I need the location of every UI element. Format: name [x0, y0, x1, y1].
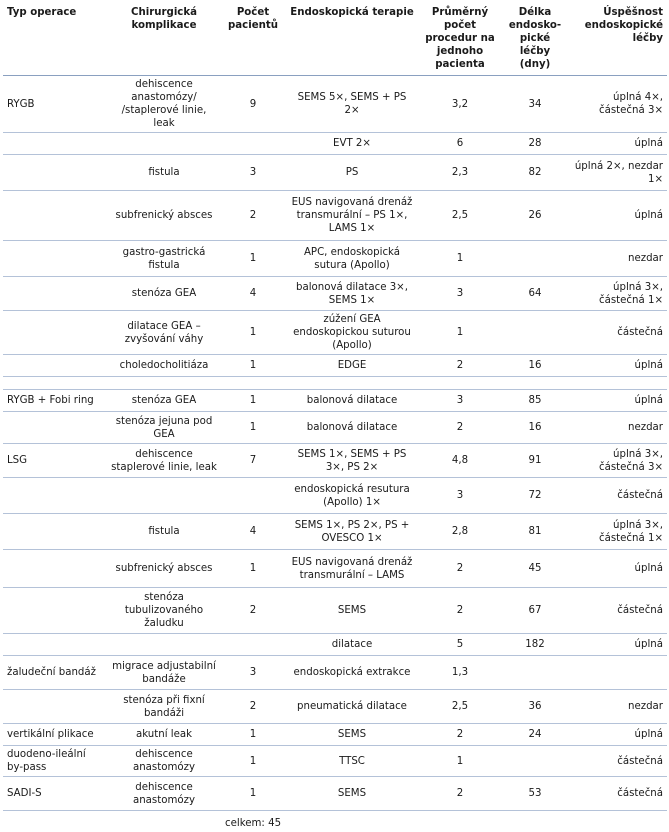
cell-success: úplná — [569, 355, 667, 377]
cell-success: úplná — [569, 634, 667, 656]
cell-therapy: EDGE — [285, 355, 419, 377]
cell-type — [3, 690, 107, 724]
cell-therapy: EUS navigovaná drenáž transmurální – LAMS — [285, 550, 419, 588]
cell-therapy: dilatace — [285, 634, 419, 656]
cell-avg: 1 — [419, 311, 501, 355]
header-row — [3, 0, 667, 76]
cell-therapy: SEMS — [285, 777, 419, 811]
cell-days: 34 — [501, 76, 569, 133]
total-spacer — [3, 811, 221, 832]
cell-therapy: APC, endoskopická sutura (Apollo) — [285, 241, 419, 277]
cell-days: 91 — [501, 444, 569, 478]
cell-days: 24 — [501, 724, 569, 746]
cell-comp — [107, 478, 221, 514]
cell-therapy: endoskopická extrakce — [285, 656, 419, 690]
cell-success: nezdar — [569, 241, 667, 277]
cell-n: 1 — [221, 777, 285, 811]
cell-type: duodeno-ileální by-pass — [3, 746, 107, 777]
cell-comp: choledocholitiáza — [107, 355, 221, 377]
cell-n: 2 — [221, 588, 285, 634]
cell-comp: fistula — [107, 155, 221, 191]
cell-avg: 3 — [419, 277, 501, 311]
cell-success: úplná — [569, 550, 667, 588]
header-cell: Délka endosko-pické léčby (dny) — [501, 0, 569, 76]
cell-days: 67 — [501, 588, 569, 634]
cell-type — [3, 550, 107, 588]
cell-therapy: SEMS 5×, SEMS + PS 2× — [285, 76, 419, 133]
cell-type: vertikální plikace — [3, 724, 107, 746]
cell-days: 26 — [501, 191, 569, 241]
cell-n: 3 — [221, 155, 285, 191]
cell-days: 72 — [501, 478, 569, 514]
cell-avg: 1 — [419, 241, 501, 277]
cell-days: 64 — [501, 277, 569, 311]
spacer-cell — [3, 377, 667, 390]
cell-n — [221, 634, 285, 656]
cell-days: 53 — [501, 777, 569, 811]
cell-days: 16 — [501, 412, 569, 444]
table-row — [3, 277, 667, 311]
cell-n: 4 — [221, 277, 285, 311]
cell-success: úplná 3×, částečná 1× — [569, 277, 667, 311]
cell-comp: dilatace GEA – zvyšování váhy — [107, 311, 221, 355]
table-row — [3, 634, 667, 656]
cell-avg: 2,3 — [419, 155, 501, 191]
table-row — [3, 588, 667, 634]
cell-days: 28 — [501, 133, 569, 155]
cell-avg: 3,2 — [419, 76, 501, 133]
cell-comp: fistula — [107, 514, 221, 550]
cell-therapy: zúžení GEA endoskopickou suturou (Apollo) — [285, 311, 419, 355]
cell-therapy: SEMS — [285, 724, 419, 746]
cell-days: 182 — [501, 634, 569, 656]
table-row — [3, 76, 667, 133]
cell-avg: 2,5 — [419, 191, 501, 241]
cell-comp — [107, 133, 221, 155]
cell-comp: akutní leak — [107, 724, 221, 746]
table-row — [3, 550, 667, 588]
cell-avg: 2 — [419, 412, 501, 444]
cell-n: 1 — [221, 311, 285, 355]
cell-avg: 4,8 — [419, 444, 501, 478]
cell-n: 3 — [221, 656, 285, 690]
cell-success: úplná 3×, částečná 3× — [569, 444, 667, 478]
cell-therapy: EUS navigovaná drenáž transmurální – PS 1×, LAMS 1× — [285, 191, 419, 241]
cell-days: 16 — [501, 355, 569, 377]
total-row — [3, 811, 667, 832]
cell-days: 36 — [501, 690, 569, 724]
cell-avg: 5 — [419, 634, 501, 656]
cell-avg: 1 — [419, 746, 501, 777]
cell-success: úplná 2×, nezdar 1× — [569, 155, 667, 191]
table-row — [3, 690, 667, 724]
table-row — [3, 656, 667, 690]
cell-success: úplná — [569, 724, 667, 746]
cell-success: částečná — [569, 311, 667, 355]
cell-n: 1 — [221, 355, 285, 377]
table-row — [3, 514, 667, 550]
table-row — [3, 133, 667, 155]
cell-type — [3, 311, 107, 355]
cell-type: RYGB + Fobi ring — [3, 390, 107, 412]
cell-type — [3, 133, 107, 155]
cell-therapy: SEMS 1×, PS 2×, PS + OVESCO 1× — [285, 514, 419, 550]
cell-therapy: TTSC — [285, 746, 419, 777]
header-cell: Chirurgická komplikace — [107, 0, 221, 76]
cell-n: 1 — [221, 746, 285, 777]
cell-avg: 2 — [419, 724, 501, 746]
cell-comp — [107, 634, 221, 656]
cell-days — [501, 311, 569, 355]
cell-type — [3, 514, 107, 550]
cell-success: úplná 3×, částečná 1× — [569, 514, 667, 550]
cell-comp: dehiscence anastomózy — [107, 746, 221, 777]
cell-days — [501, 656, 569, 690]
cell-comp: dehiscence anastomózy — [107, 777, 221, 811]
cell-comp: stenóza jejuna pod GEA — [107, 412, 221, 444]
cell-type — [3, 155, 107, 191]
cell-avg: 2 — [419, 777, 501, 811]
cell-avg: 2,8 — [419, 514, 501, 550]
cell-type — [3, 191, 107, 241]
cell-avg: 2,5 — [419, 690, 501, 724]
cell-success: částečná — [569, 588, 667, 634]
complications-table — [3, 0, 667, 832]
cell-comp: subfrenický absces — [107, 550, 221, 588]
cell-success — [569, 656, 667, 690]
cell-n: 2 — [221, 191, 285, 241]
cell-n — [221, 133, 285, 155]
cell-therapy: EVT 2× — [285, 133, 419, 155]
cell-type: RYGB — [3, 76, 107, 133]
cell-therapy: pneumatická dilatace — [285, 690, 419, 724]
header-cell: Úspěšnost endoskopické léčby — [569, 0, 667, 76]
cell-type — [3, 588, 107, 634]
cell-days — [501, 746, 569, 777]
cell-days: 82 — [501, 155, 569, 191]
spacer-row — [3, 377, 667, 390]
cell-n: 1 — [221, 724, 285, 746]
cell-avg: 3 — [419, 478, 501, 514]
header-cell: Průměrný počet procedur na jednoho pacienta — [419, 0, 501, 76]
cell-success: úplná — [569, 133, 667, 155]
cell-n — [221, 478, 285, 514]
table-row — [3, 746, 667, 777]
cell-success: částečná — [569, 746, 667, 777]
cell-comp: stenóza při fixní bandáži — [107, 690, 221, 724]
cell-success: částečná — [569, 478, 667, 514]
table-row — [3, 412, 667, 444]
total-count: celkem: 45 — [221, 811, 419, 832]
cell-n: 1 — [221, 550, 285, 588]
cell-avg: 2 — [419, 355, 501, 377]
table-row — [3, 724, 667, 746]
cell-type — [3, 478, 107, 514]
cell-n: 2 — [221, 690, 285, 724]
cell-n: 4 — [221, 514, 285, 550]
cell-avg: 6 — [419, 133, 501, 155]
cell-days: 81 — [501, 514, 569, 550]
cell-success: částečná — [569, 777, 667, 811]
cell-therapy: SEMS 1×, SEMS + PS 3×, PS 2× — [285, 444, 419, 478]
header-cell: Počet pacientů — [221, 0, 285, 76]
cell-comp: gastro-gastrická fistula — [107, 241, 221, 277]
cell-type — [3, 277, 107, 311]
table-row — [3, 390, 667, 412]
cell-n: 1 — [221, 241, 285, 277]
table-row — [3, 478, 667, 514]
cell-success: úplná 4×, částečná 3× — [569, 76, 667, 133]
cell-type — [3, 241, 107, 277]
header-cell: Typ operace — [3, 0, 107, 76]
cell-type: LSG — [3, 444, 107, 478]
cell-comp: stenóza GEA — [107, 390, 221, 412]
cell-therapy: SEMS — [285, 588, 419, 634]
cell-therapy: balonová dilatace 3×, SEMS 1× — [285, 277, 419, 311]
cell-success: úplná — [569, 390, 667, 412]
cell-avg: 2 — [419, 588, 501, 634]
table-row — [3, 155, 667, 191]
cell-therapy: balonová dilatace — [285, 412, 419, 444]
cell-n: 1 — [221, 412, 285, 444]
cell-comp: stenóza tubulizovaného žaludku — [107, 588, 221, 634]
table-row — [3, 241, 667, 277]
cell-comp: subfrenický absces — [107, 191, 221, 241]
cell-avg: 2 — [419, 550, 501, 588]
cell-success: nezdar — [569, 412, 667, 444]
cell-success: úplná — [569, 191, 667, 241]
cell-type: SADI-S — [3, 777, 107, 811]
cell-avg: 1,3 — [419, 656, 501, 690]
cell-type — [3, 355, 107, 377]
cell-days: 85 — [501, 390, 569, 412]
cell-therapy: endoskopická resutura (Apollo) 1× — [285, 478, 419, 514]
cell-comp: migrace adjustabilní bandáže — [107, 656, 221, 690]
table-row — [3, 311, 667, 355]
cell-type: žaludeční bandáž — [3, 656, 107, 690]
cell-days: 45 — [501, 550, 569, 588]
cell-comp: dehiscence anastomózy/ /staplerové linie, leak — [107, 76, 221, 133]
cell-days — [501, 241, 569, 277]
table-body — [3, 76, 667, 832]
cell-therapy: balonová dilatace — [285, 390, 419, 412]
cell-comp: dehiscence staplerové linie, leak — [107, 444, 221, 478]
table-row — [3, 777, 667, 811]
table-row — [3, 444, 667, 478]
cell-n: 7 — [221, 444, 285, 478]
cell-n: 1 — [221, 390, 285, 412]
header-cell: Endoskopická terapie — [285, 0, 419, 76]
cell-comp: stenóza GEA — [107, 277, 221, 311]
cell-avg: 3 — [419, 390, 501, 412]
cell-success: nezdar — [569, 690, 667, 724]
cell-n: 9 — [221, 76, 285, 133]
cell-type — [3, 634, 107, 656]
table-row — [3, 355, 667, 377]
table-row — [3, 191, 667, 241]
cell-type — [3, 412, 107, 444]
cell-therapy: PS — [285, 155, 419, 191]
